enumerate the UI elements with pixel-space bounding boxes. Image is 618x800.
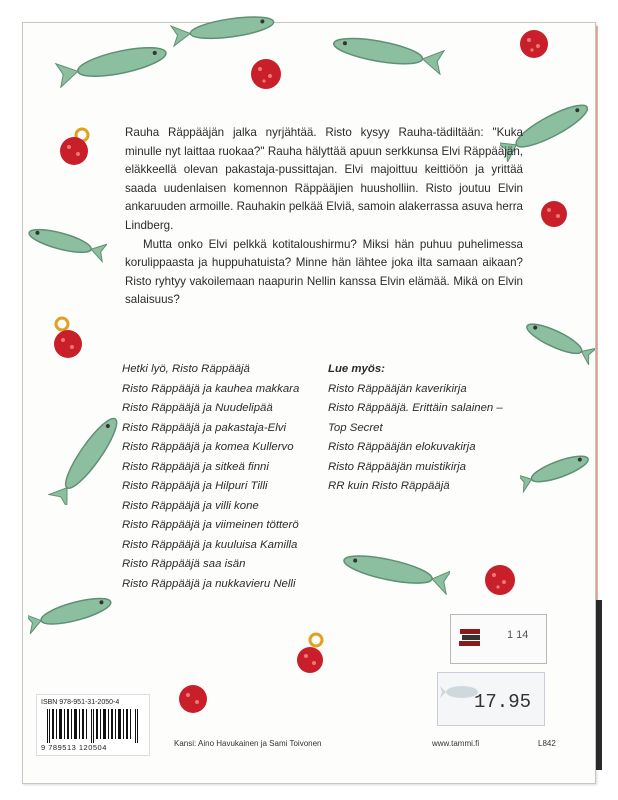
list-item: Risto Räppääjä ja kauhea makkara	[122, 382, 300, 395]
price-sticker	[437, 672, 545, 726]
sausage-slice-icon	[246, 54, 286, 94]
barcode-digits: 9 789513 120504	[41, 743, 107, 752]
list-item: Risto Räppääjä saa isän	[122, 558, 246, 570]
fish-icon	[520, 445, 595, 495]
book-description	[125, 124, 523, 310]
fish-icon	[330, 545, 450, 595]
list-item: Risto Räppääjä ja villi kone	[122, 499, 259, 512]
list-item: Risto Räppääjä ja nukkavieru Nelli	[122, 577, 296, 590]
fish-icon	[52, 38, 182, 88]
books-icon	[457, 625, 483, 651]
series-title-list	[122, 360, 299, 594]
isbn-label: ISBN 978-951-31-2050-4	[41, 699, 120, 706]
sausage-slice-icon	[46, 314, 88, 364]
list-item: Hetki lyö, Risto Räppääjä	[122, 363, 250, 375]
list-item: Top Secret	[328, 421, 383, 434]
library-sticker	[450, 614, 547, 664]
fish-icon	[170, 8, 290, 48]
price-label: 17.95	[474, 691, 532, 713]
barcode	[36, 694, 150, 756]
list-item: Risto Räppääjä ja komea Kullervo	[122, 441, 294, 453]
list-item: Risto Räppääjä ja pakastaja-Elvi	[122, 421, 286, 434]
fish-icon	[318, 30, 448, 75]
product-code: L842	[538, 739, 556, 748]
sausage-slice-icon	[294, 630, 330, 680]
list-item: Risto Räppääjä. Erittäin salainen –	[328, 402, 503, 414]
publisher-website: www.tammi.fi	[432, 739, 480, 748]
fish-icon	[520, 315, 595, 365]
list-item: RR kuin Risto Räppääjä	[328, 480, 450, 492]
list-item: Risto Räppääjä ja viimeinen tötterö	[122, 519, 299, 531]
fish-icon	[22, 220, 107, 265]
barcode-bars	[45, 709, 141, 743]
list-item: Risto Räppääjä ja Nuudelipää	[122, 402, 273, 414]
sausage-slice-icon	[536, 196, 572, 232]
see-also-heading: Lue myös:	[328, 363, 385, 375]
see-also-list	[328, 360, 503, 497]
cover-credits: Kansi: Aino Havukainen ja Sami Toivonen	[174, 739, 322, 748]
description-paragraph: Mutta onko Elvi pelkkä kotitaloushirmu? Miksi hän puhuu puhelimessa korulippaasta ja huppuhatuista? Minne hän lähtee joka ilta samaan aikaan? Risto ryhtyy vakoilemaan naapurin Nellin kanssa Elvin elämää. Mikä on Elvin salaisuus?	[125, 237, 523, 307]
sausage-slice-icon	[174, 680, 212, 718]
sausage-slice-icon	[56, 125, 96, 169]
sausage-slice-icon	[516, 26, 552, 62]
fish-icon	[48, 405, 133, 505]
list-item: Risto Räppääjän kaverikirja	[328, 382, 467, 395]
list-item: Risto Räppääjän muistikirja	[328, 460, 467, 473]
description-paragraph: Rauha Räppääjän jalka nyrjähtää. Risto kysyy Rauha-tädiltään: "Kuka minulle nyt laittaa ruokaa?" Rauha hälyttää apuun serkkunsa Elvi Räppääjän, eläkkeellä olevan pakastaja-pussittajan. Elvi majoittuu keittiöön ja yrittää saada uudenlaisen komennon Räppääjien huusholliin. Risto joutuu Elvin ankaruuden armoille. Rauhakin pelkää Elviä, samoin alakerrassa asuva herra Lindberg.	[125, 126, 523, 232]
fish-icon	[28, 590, 118, 635]
list-item: Risto Räppääjä ja Hilpuri Tilli	[122, 480, 268, 492]
list-item: Risto Räppääjä ja sitkeä finni	[122, 460, 269, 473]
list-item: Risto Räppääjä ja kuuluisa Kamilla	[122, 538, 298, 551]
list-item: Risto Räppääjän elokuvakirja	[328, 441, 476, 453]
library-number: 1 14	[507, 629, 529, 641]
sausage-slice-icon	[480, 560, 520, 600]
